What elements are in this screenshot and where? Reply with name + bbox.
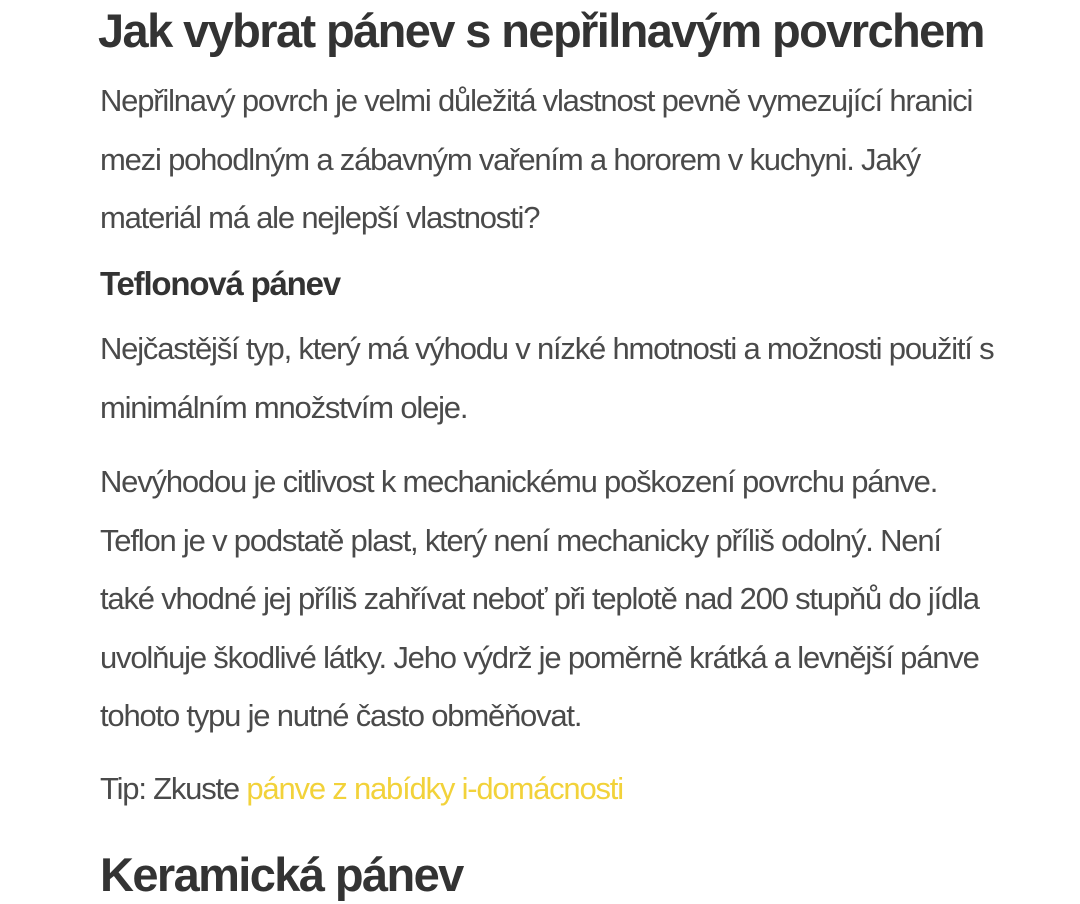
teflon-advantages-paragraph: Nejčastější typ, který má výhodu v nízké hmotnosti a možnosti použití s minimálním množstvím oleje. bbox=[100, 331, 994, 425]
intro-paragraph: Nepřilnavý povrch je velmi důležitá vlastnost pevně vymezující hranici mezi pohodlným a zábavným vařením a hororem v kuchyni. Jaký materiál má ale nejlepší vlastnosti? bbox=[100, 83, 973, 235]
teflon-disadvantages-paragraph: Nevýhodou je citlivost k mechanickému poškození povrchu pánve. Teflon je v podstatě plast, který není mechanicky příliš odolný. Není také vhodné jej příliš zahřívat neboť při teplotě nad 200 stupňů do jídla uvolňuje škodlivé látky. Jeho výdrž je poměrně krátká a levnější pánve tohoto typu je nutné často obměňovat. bbox=[100, 464, 979, 733]
tip-prefix: Tip: Zkuste bbox=[100, 771, 247, 806]
article-title: Jak vybrat pánev s nepřilnavým povrchem bbox=[98, 4, 984, 57]
tip-link[interactable]: pánve z nabídky i-domácnosti bbox=[246, 771, 623, 806]
section-heading-teflon: Teflonová pánev bbox=[100, 265, 340, 302]
tip-paragraph bbox=[100, 760, 1000, 819]
next-section-heading: Keramická pánev bbox=[100, 848, 463, 901]
